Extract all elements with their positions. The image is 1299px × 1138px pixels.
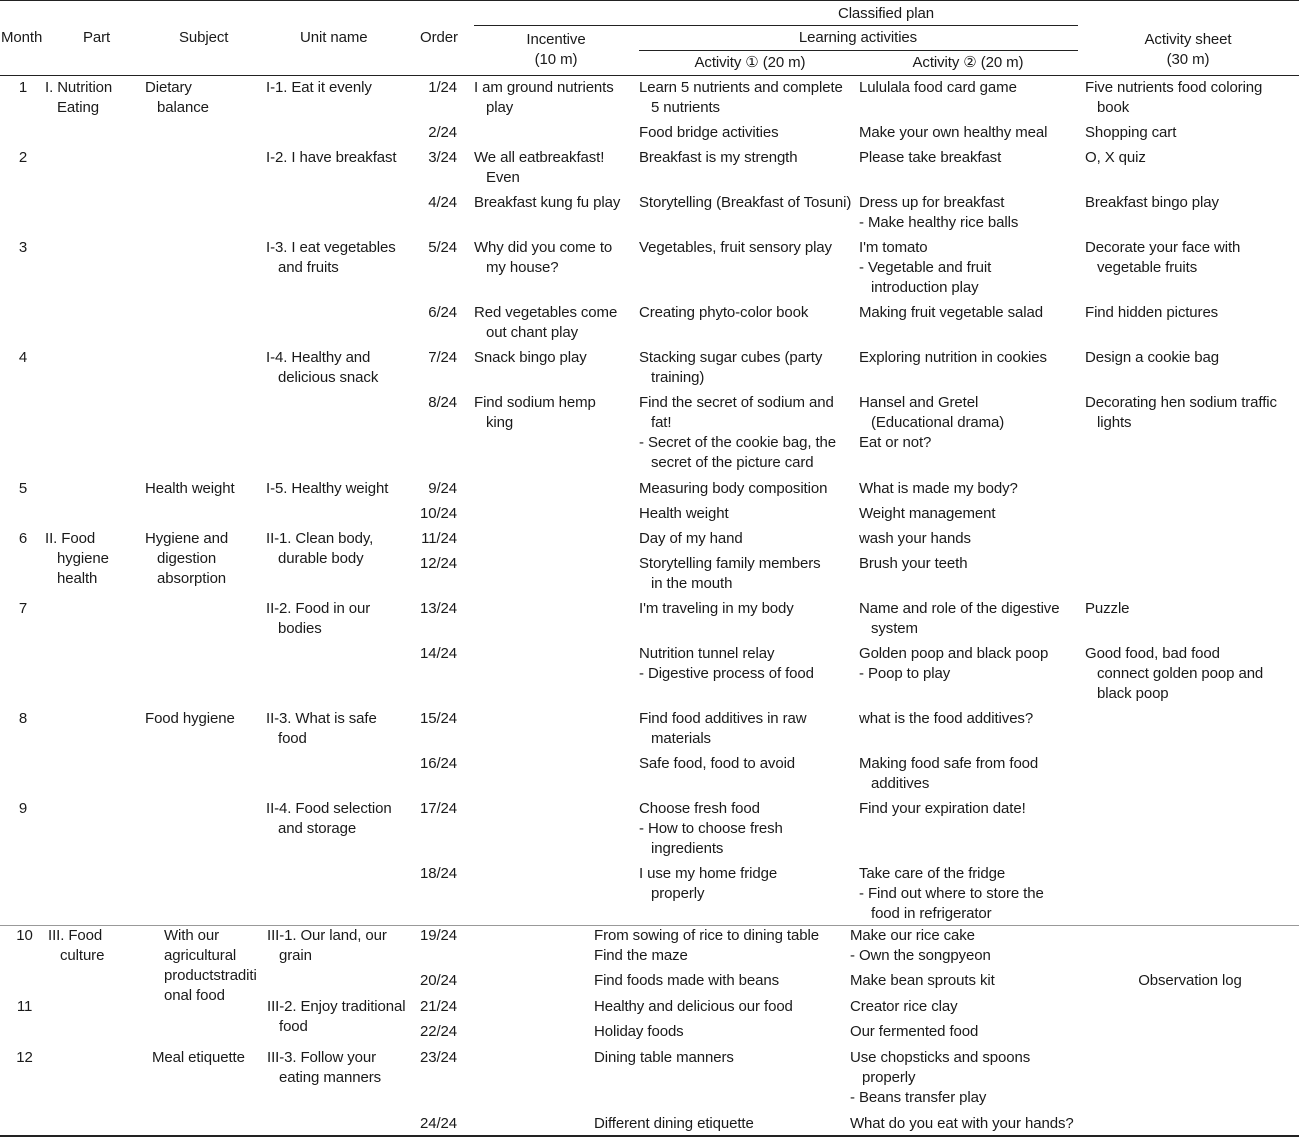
- cell-month: 7: [18, 600, 28, 617]
- cell-line: III-3. Follow your: [267, 1049, 377, 1066]
- cell-line: What is made my body?: [859, 480, 1018, 497]
- cell-subject: [145, 78, 209, 118]
- cell-line: Health weight: [145, 480, 235, 497]
- cell-line: - Find out where to store the: [859, 885, 1044, 902]
- cell-line: Breakfast bingo play: [1085, 194, 1219, 211]
- cell-line: ingredients: [651, 840, 724, 857]
- cell-act1: [639, 78, 843, 118]
- cell-month: 8: [18, 710, 28, 727]
- cell-order: 6/24: [428, 304, 457, 321]
- cell-order: 23/24: [419, 1049, 457, 1066]
- cell-act1: [639, 393, 836, 473]
- cell-act1: [639, 709, 807, 749]
- cell-line: Make your own healthy meal: [859, 124, 1048, 141]
- cell-act2: [850, 926, 991, 966]
- learning-activities-rule: [639, 50, 1078, 51]
- cell-line: Holiday foods: [594, 1023, 684, 1040]
- cell-line: Find the maze: [594, 947, 688, 964]
- cell-order: 4/24: [428, 194, 457, 211]
- top-rule: [0, 0, 1299, 1]
- cell-line: in the mouth: [651, 575, 733, 592]
- cell-month: 10: [16, 927, 33, 944]
- cell-line: king: [486, 414, 514, 431]
- bottom-rule: [0, 1135, 1299, 1137]
- cell-order: 11/24: [421, 530, 457, 547]
- cell-month: 1: [18, 79, 28, 96]
- cell-order: 15/24: [419, 710, 457, 727]
- cell-act1: [639, 864, 777, 904]
- cell-line: Snack bingo play: [474, 349, 587, 366]
- cell-line: Shopping cart: [1085, 124, 1177, 141]
- cell-order: 5/24: [428, 239, 457, 256]
- cell-line: Lululala food card game: [859, 79, 1017, 96]
- cell-line: lights: [1097, 414, 1132, 431]
- cell-line: III. Food: [48, 927, 103, 944]
- cell-line: Name and role of the digestive: [859, 600, 1060, 617]
- cell-line: onal food: [164, 987, 225, 1004]
- cell-line: We all eatbreakfast!: [474, 149, 605, 166]
- cell-incentive: [474, 148, 604, 188]
- cell-sheet: [1085, 123, 1176, 143]
- cell-line: Find sodium hemp: [474, 394, 596, 411]
- cell-line: Vegetables, fruit sensory play: [639, 239, 832, 256]
- cell-order: 1/24: [428, 79, 457, 96]
- cell-incentive: [474, 348, 587, 368]
- cell-line: Choose fresh food: [639, 800, 760, 817]
- cell-act1: [639, 799, 783, 859]
- cell-act2: [859, 193, 1018, 233]
- cell-unit: [267, 997, 406, 1037]
- cell-unit: [267, 926, 387, 966]
- cell-line: what is the food additives?: [859, 710, 1034, 727]
- cell-line: properly: [862, 1069, 916, 1086]
- cell-line: culture: [60, 947, 105, 964]
- cell-incentive: [474, 303, 617, 343]
- cell-line: and storage: [278, 820, 357, 837]
- cell-order: 18/24: [419, 865, 457, 882]
- cell-line: Storytelling family members: [639, 555, 821, 572]
- cell-line: Making food safe from food: [859, 755, 1039, 772]
- cell-line: Find food additives in raw: [639, 710, 807, 727]
- cell-line: Food hygiene: [145, 710, 235, 727]
- cell-line: II-1. Clean body,: [266, 530, 374, 547]
- cell-line: Find your expiration date!: [859, 800, 1026, 817]
- cell-unit: [266, 78, 372, 98]
- header-bottom-rule: [0, 75, 1299, 76]
- cell-subject: [145, 529, 228, 589]
- header-activity-1: Activity ① (20 m): [694, 54, 806, 71]
- cell-unit: [266, 599, 370, 639]
- cell-act2: [859, 348, 1047, 368]
- cell-line: Why did you come to: [474, 239, 613, 256]
- cell-unit: [266, 348, 378, 388]
- cell-line: black poop: [1097, 685, 1169, 702]
- cell-line: With our: [164, 927, 220, 944]
- cell-line: From sowing of rice to dining table: [594, 927, 819, 944]
- header-incentive-duration: (10 m): [534, 51, 578, 68]
- cell-line: Brush your teeth: [859, 555, 968, 572]
- cell-line: food in refrigerator: [871, 905, 992, 922]
- cell-line: - Digestive process of food: [639, 665, 814, 682]
- cell-line: Decorate your face with: [1085, 239, 1241, 256]
- cell-line: Weight management: [859, 505, 996, 522]
- cell-unit: [266, 709, 377, 749]
- cell-part: [45, 78, 112, 118]
- cell-line: Eating: [57, 99, 99, 116]
- cell-act1: [594, 971, 779, 991]
- header-activity-2: Activity ② (20 m): [912, 54, 1024, 71]
- cell-line: Health weight: [639, 505, 729, 522]
- cell-order: 7/24: [428, 349, 457, 366]
- cell-act1: [639, 644, 814, 684]
- cell-line: wash your hands: [859, 530, 971, 547]
- cell-act1: [639, 148, 798, 168]
- header-classified-plan: Classified plan: [837, 5, 935, 22]
- cell-sheet: [1085, 644, 1263, 704]
- cell-act1: [639, 599, 794, 619]
- cell-line: - Secret of the cookie bag, the: [639, 434, 837, 451]
- cell-line: Find the secret of sodium and: [639, 394, 834, 411]
- cell-act2: [859, 238, 991, 298]
- cell-line: vegetable fruits: [1097, 259, 1198, 276]
- cell-sheet: [1085, 193, 1219, 213]
- cell-act1: [639, 754, 795, 774]
- cell-line: 5 nutrients: [651, 99, 720, 116]
- cell-act2: [859, 754, 1038, 794]
- header-activity-sheet-duration: (30 m): [1166, 51, 1210, 68]
- cell-line: system: [871, 620, 918, 637]
- cell-line: Our fermented food: [850, 1023, 979, 1040]
- cell-act1: [639, 123, 779, 143]
- cell-incentive: [474, 238, 612, 278]
- cell-unit: [266, 238, 396, 278]
- cell-order: 9/24: [428, 480, 457, 497]
- cell-line: Hygiene and: [145, 530, 229, 547]
- cell-line: Breakfast is my strength: [639, 149, 798, 166]
- cell-order: 21/24: [419, 998, 457, 1015]
- cell-unit: [267, 1048, 381, 1088]
- cell-line: Five nutrients food coloring: [1085, 79, 1263, 96]
- cell-line: Use chopsticks and spoons: [850, 1049, 1031, 1066]
- header-learning-activities: Learning activities: [798, 29, 918, 46]
- cell-act2: [859, 148, 1001, 168]
- cell-line: I'm traveling in my body: [639, 600, 794, 617]
- cell-line: Healthy and delicious our food: [594, 998, 793, 1015]
- cell-line: Exploring nutrition in cookies: [859, 349, 1047, 366]
- cell-order: 22/24: [419, 1023, 457, 1040]
- cell-line: Dietary: [145, 79, 192, 96]
- cell-line: health: [57, 570, 98, 587]
- cell-line: - Poop to play: [859, 665, 951, 682]
- cell-order: 12/24: [419, 555, 457, 572]
- cell-line: secret of the picture card: [651, 454, 814, 471]
- cell-line: Creator rice clay: [850, 998, 958, 1015]
- cell-act2: [850, 1048, 1030, 1108]
- cell-line: durable body: [278, 550, 364, 567]
- cell-line: food: [278, 730, 307, 747]
- cell-act1: [594, 1022, 684, 1042]
- cell-line: and fruits: [278, 259, 339, 276]
- cell-act2: [859, 799, 1026, 819]
- cell-line: Observation log: [1138, 972, 1242, 989]
- cell-act2: [850, 997, 958, 1017]
- cell-sheet: [1085, 348, 1219, 368]
- cell-act1: [594, 997, 793, 1017]
- cell-line: materials: [651, 730, 711, 747]
- header-order: Order: [420, 29, 458, 46]
- cell-line: Find foods made with beans: [594, 972, 780, 989]
- cell-line: book: [1097, 99, 1130, 116]
- cell-line: introduction play: [871, 279, 979, 296]
- cell-part: [45, 529, 109, 589]
- cell-subject: [145, 709, 235, 729]
- cell-line: II. Food: [45, 530, 96, 547]
- cell-unit: [266, 529, 373, 569]
- cell-line: Hansel and Gretel: [859, 394, 979, 411]
- cell-line: Storytelling (Breakfast of Tosuni): [639, 194, 852, 211]
- cell-act2: [859, 644, 1048, 684]
- cell-order: 16/24: [419, 755, 457, 772]
- cell-act2: [859, 529, 971, 549]
- cell-line: Decorating hen sodium traffic: [1085, 394, 1277, 411]
- cell-line: my house?: [486, 259, 559, 276]
- cell-line: eating manners: [279, 1069, 381, 1086]
- cell-line: productstraditi: [164, 967, 257, 984]
- cell-line: III-1. Our land, our: [267, 927, 387, 944]
- cell-line: I-3. I eat vegetables: [266, 239, 396, 256]
- cell-order: 3/24: [428, 149, 457, 166]
- cell-line: - Beans transfer play: [850, 1089, 987, 1106]
- cell-line: - Own the songpyeon: [850, 947, 991, 964]
- cell-line: Safe food, food to avoid: [639, 755, 796, 772]
- cell-line: Golden poop and black poop: [859, 645, 1049, 662]
- cell-sheet: [1085, 393, 1277, 433]
- cell-line: I-4. Healthy and: [266, 349, 371, 366]
- cell-sheet: [1085, 599, 1129, 619]
- cell-act2: [859, 709, 1033, 729]
- cell-act2: [859, 393, 1004, 453]
- cell-month: 3: [18, 239, 28, 256]
- cell-unit: [266, 148, 396, 168]
- cell-act1: [639, 238, 832, 258]
- cell-line: fat!: [651, 414, 672, 431]
- cell-subject: [152, 1048, 245, 1068]
- cell-act2: [859, 123, 1047, 143]
- cell-act2: [859, 303, 1043, 323]
- header-unit-name: Unit name: [300, 29, 368, 46]
- cell-line: Breakfast kung fu play: [474, 194, 621, 211]
- cell-sheet: [1085, 78, 1262, 118]
- cell-act2: [859, 479, 1018, 499]
- cell-order: 19/24: [419, 927, 457, 944]
- header-incentive: Incentive: [526, 31, 586, 48]
- cell-line: Day of my hand: [639, 530, 743, 547]
- cell-line: training): [651, 369, 705, 386]
- cell-line: properly: [651, 885, 705, 902]
- cell-line: digestion: [157, 550, 217, 567]
- cell-act1: [639, 554, 821, 594]
- cell-order: 13/24: [419, 600, 457, 617]
- cell-act1: [639, 479, 827, 499]
- cell-sheet: [1085, 148, 1146, 168]
- cell-act1: [639, 303, 808, 323]
- cell-line: Good food, bad food: [1085, 645, 1220, 662]
- cell-line: Dining table manners: [594, 1049, 734, 1066]
- cell-incentive: [474, 193, 620, 213]
- cell-order: 10/24: [419, 505, 457, 522]
- cell-line: balance: [157, 99, 209, 116]
- cell-act1: [594, 1114, 754, 1134]
- cell-line: Learn 5 nutrients and complete: [639, 79, 843, 96]
- cell-line: delicious snack: [278, 369, 379, 386]
- cell-line: - How to choose fresh: [639, 820, 783, 837]
- cell-line: I-1. Eat it evenly: [266, 79, 372, 96]
- cell-incentive: [474, 393, 596, 433]
- cell-month: 11: [16, 998, 33, 1015]
- cell-line: Please take breakfast: [859, 149, 1002, 166]
- cell-line: - Vegetable and fruit: [859, 259, 992, 276]
- cell-sheet: [1085, 238, 1240, 278]
- cell-line: agricultural: [164, 947, 237, 964]
- cell-line: Creating phyto-color book: [639, 304, 809, 321]
- cell-line: absorption: [157, 570, 227, 587]
- cell-act1: [639, 529, 743, 549]
- cell-line: II-3. What is safe: [266, 710, 377, 727]
- cell-month: 6: [18, 530, 28, 547]
- cell-line: I'm tomato: [859, 239, 928, 256]
- cell-act2: [859, 599, 1059, 639]
- cell-act2: [859, 504, 995, 524]
- header-activity-sheet: Activity sheet: [1144, 31, 1232, 48]
- cell-incentive: [474, 78, 614, 118]
- cell-act2: [859, 78, 1017, 98]
- cell-line: I-2. I have breakfast: [266, 149, 397, 166]
- cell-line: What do you eat with your hands?: [850, 1115, 1074, 1132]
- cell-line: grain: [279, 947, 312, 964]
- cell-order: 14/24: [419, 645, 457, 662]
- cell-act1: [639, 193, 851, 213]
- cell-act1: [639, 348, 822, 388]
- cell-act2: [859, 864, 1044, 924]
- cell-line: connect golden poop and: [1097, 665, 1264, 682]
- cell-line: Puzzle: [1085, 600, 1130, 617]
- cell-line: Make our rice cake: [850, 927, 975, 944]
- cell-line: Measuring body composition: [639, 480, 828, 497]
- cell-line: I use my home fridge: [639, 865, 778, 882]
- cell-line: O, X quiz: [1085, 149, 1146, 166]
- cell-line: I am ground nutrients: [474, 79, 614, 96]
- cell-line: - Make healthy rice balls: [859, 214, 1019, 231]
- cell-act2: [850, 1022, 978, 1042]
- cell-month: 2: [18, 149, 28, 166]
- cell-month: 4: [18, 349, 28, 366]
- cell-unit: [266, 479, 388, 499]
- cell-line: III-2. Enjoy traditional: [267, 998, 406, 1015]
- cell-order: 2/24: [428, 124, 457, 141]
- cell-line: Even: [486, 169, 520, 186]
- cell-act2: [859, 554, 967, 574]
- cell-line: Make bean sprouts kit: [850, 972, 995, 989]
- cell-order: 20/24: [419, 972, 457, 989]
- cell-line: (Educational drama): [871, 414, 1005, 431]
- cell-act2: [850, 1114, 1074, 1134]
- cell-line: food: [279, 1018, 308, 1035]
- cell-sheet: [1110, 971, 1270, 991]
- cell-line: II-2. Food in our: [266, 600, 371, 617]
- cell-line: additives: [871, 775, 930, 792]
- cell-line: Meal etiquette: [152, 1049, 245, 1066]
- classified-plan-rule: [474, 25, 1078, 26]
- cell-line: Different dining etiquette: [594, 1115, 754, 1132]
- cell-month: 5: [18, 480, 28, 497]
- cell-line: Making fruit vegetable salad: [859, 304, 1043, 321]
- cell-line: Design a cookie bag: [1085, 349, 1220, 366]
- cell-line: Take care of the fridge: [859, 865, 1006, 882]
- header-subject: Subject: [179, 29, 229, 46]
- cell-sheet: [1085, 303, 1218, 323]
- cell-line: I-5. Healthy weight: [266, 480, 389, 497]
- cell-line: Eat or not?: [859, 434, 932, 451]
- cell-unit: [266, 799, 392, 839]
- cell-line: play: [486, 99, 514, 116]
- cell-subject: [145, 479, 235, 499]
- cell-month: 9: [18, 800, 28, 817]
- cell-act1: [594, 926, 819, 966]
- header-part: Part: [83, 29, 111, 46]
- cell-act1: [639, 504, 729, 524]
- cell-line: I. Nutrition: [45, 79, 113, 96]
- cell-line: Nutrition tunnel relay: [639, 645, 775, 662]
- cell-line: bodies: [278, 620, 322, 637]
- cell-subject: [152, 926, 257, 1006]
- cell-line: Red vegetables come: [474, 304, 618, 321]
- header-month: Month: [1, 29, 43, 46]
- cell-line: Dress up for breakfast: [859, 194, 1005, 211]
- cell-line: Stacking sugar cubes (party: [639, 349, 823, 366]
- cell-order: 17/24: [419, 800, 457, 817]
- cell-part: [48, 926, 104, 966]
- cell-line: Find hidden pictures: [1085, 304, 1219, 321]
- cell-line: Food bridge activities: [639, 124, 779, 141]
- cell-month: 12: [16, 1049, 33, 1066]
- cell-act1: [594, 1048, 734, 1068]
- cell-order: 8/24: [428, 394, 457, 411]
- cell-line: II-4. Food selection: [266, 800, 392, 817]
- cell-line: hygiene: [57, 550, 109, 567]
- cell-order: 24/24: [419, 1115, 457, 1132]
- cell-act2: [850, 971, 995, 991]
- cell-line: out chant play: [486, 324, 578, 341]
